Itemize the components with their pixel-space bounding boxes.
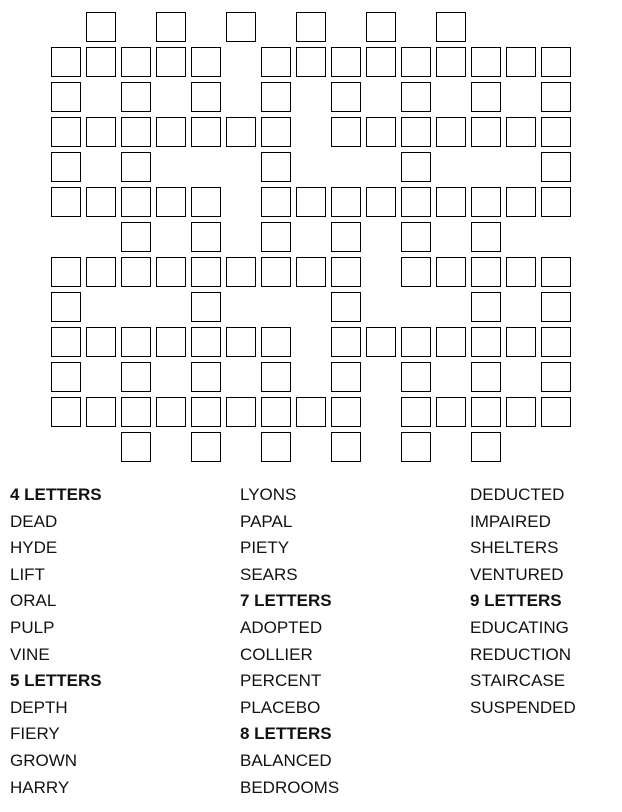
grid-cell[interactable] [191, 82, 221, 112]
grid-cell[interactable] [366, 12, 396, 42]
grid-cell[interactable] [506, 327, 536, 357]
grid-cell[interactable] [51, 117, 81, 147]
grid-cell[interactable] [541, 117, 571, 147]
word-list-item: BALANCED [240, 750, 332, 770]
grid-cell[interactable] [191, 257, 221, 287]
word-list-item: HARRY [10, 777, 70, 797]
word-list-heading: 7 LETTERS [240, 591, 332, 611]
word-list-item: GROWN [10, 750, 78, 770]
word-list-item: PIETY [240, 538, 290, 558]
grid-cell[interactable] [331, 257, 361, 287]
grid-cell[interactable] [541, 257, 571, 287]
grid-cell[interactable] [86, 397, 116, 427]
grid-cell[interactable] [471, 257, 501, 287]
grid-cell[interactable] [471, 47, 501, 77]
word-list-heading: 8 LETTERS [240, 724, 332, 744]
grid-cell[interactable] [261, 397, 291, 427]
word-list-column-3 [470, 482, 622, 721]
grid-cell[interactable] [331, 82, 361, 112]
grid-cell[interactable] [191, 327, 221, 357]
grid-cell[interactable] [401, 257, 431, 287]
grid-cell[interactable] [191, 397, 221, 427]
grid-cell[interactable] [86, 12, 116, 42]
grid-cell[interactable] [366, 327, 396, 357]
grid-cell[interactable] [191, 187, 221, 217]
grid-cell[interactable] [86, 327, 116, 357]
word-list-item: LIFT [10, 564, 45, 584]
grid-cell[interactable] [401, 47, 431, 77]
grid-cell[interactable] [51, 187, 81, 217]
grid-cell[interactable] [436, 327, 466, 357]
grid-cell[interactable] [51, 362, 81, 392]
grid-cell[interactable] [401, 327, 431, 357]
grid-cell[interactable] [471, 432, 501, 462]
grid-cell[interactable] [226, 12, 256, 42]
grid-cell[interactable] [51, 152, 81, 182]
word-list-item: DEDUCTED [470, 485, 565, 504]
grid-cell[interactable] [121, 362, 151, 392]
grid-cell[interactable] [191, 47, 221, 77]
word-list-column-2 [240, 482, 440, 801]
grid-cell[interactable] [156, 187, 186, 217]
grid-cell[interactable] [331, 292, 361, 322]
grid-cell[interactable] [471, 117, 501, 147]
word-list-item: REDUCTION [470, 644, 572, 664]
grid-cell[interactable] [51, 397, 81, 427]
grid-cell[interactable] [261, 82, 291, 112]
word-list-item: DEPTH [10, 697, 68, 717]
grid-cell[interactable] [541, 362, 571, 392]
grid-cell[interactable] [191, 222, 221, 252]
grid-cell[interactable] [541, 397, 571, 427]
grid-cell[interactable] [541, 187, 571, 217]
grid-cell[interactable] [401, 152, 431, 182]
grid-cell[interactable] [121, 187, 151, 217]
grid-cell[interactable] [226, 117, 256, 147]
grid-cell[interactable] [121, 327, 151, 357]
grid-cell[interactable] [331, 47, 361, 77]
word-list-item: PAPAL [240, 511, 293, 531]
grid-cell[interactable] [296, 47, 326, 77]
grid-cell[interactable] [436, 397, 466, 427]
grid-cell[interactable] [86, 257, 116, 287]
grid-cell[interactable] [296, 397, 326, 427]
grid-cell[interactable] [506, 257, 536, 287]
grid-cell[interactable] [156, 117, 186, 147]
grid-cell[interactable] [156, 47, 186, 77]
word-list-column-1 [10, 482, 210, 801]
grid-cell[interactable] [121, 152, 151, 182]
grid-cell[interactable] [261, 222, 291, 252]
grid-cell[interactable] [331, 187, 361, 217]
grid-cell[interactable] [296, 257, 326, 287]
grid-cell[interactable] [436, 187, 466, 217]
grid-cell[interactable] [401, 117, 431, 147]
grid-cell[interactable] [86, 187, 116, 217]
word-list-item: VINE [10, 644, 50, 664]
grid-cell[interactable] [121, 117, 151, 147]
grid-cell[interactable] [401, 187, 431, 217]
word-list-item: PLACEBO [240, 697, 321, 717]
grid-cell[interactable] [331, 397, 361, 427]
grid-cell[interactable] [261, 362, 291, 392]
word-list-item: SUSPENDED [470, 697, 576, 717]
word-list-item: SHELTERS [470, 538, 559, 558]
grid-cell[interactable] [471, 82, 501, 112]
grid-cell[interactable] [261, 117, 291, 147]
word-list-item: HYDE [10, 538, 58, 558]
grid-cell[interactable] [226, 327, 256, 357]
grid-cell[interactable] [156, 257, 186, 287]
grid-cell[interactable] [506, 47, 536, 77]
word-list-item: COLLIER [240, 644, 313, 664]
grid-cell[interactable] [401, 82, 431, 112]
grid-cell[interactable] [541, 47, 571, 77]
word-list-heading: 9 LETTERS [470, 591, 562, 611]
grid-cell[interactable] [226, 397, 256, 427]
grid-cell[interactable] [296, 187, 326, 217]
grid-cell[interactable] [436, 257, 466, 287]
grid-cell[interactable] [261, 152, 291, 182]
word-list-item: EDUCATING [470, 617, 569, 637]
grid-cell[interactable] [121, 222, 151, 252]
grid-cell[interactable] [506, 117, 536, 147]
grid-cell[interactable] [86, 47, 116, 77]
grid-cell[interactable] [436, 117, 466, 147]
grid-cell[interactable] [261, 327, 291, 357]
grid-cell[interactable] [191, 117, 221, 147]
grid-cell[interactable] [506, 397, 536, 427]
grid-cell[interactable] [471, 397, 501, 427]
grid-cell[interactable] [471, 187, 501, 217]
grid-cell[interactable] [121, 82, 151, 112]
word-list-heading: 5 LETTERS [10, 671, 102, 691]
grid-cell[interactable] [401, 362, 431, 392]
word-list-item: SEARS [240, 564, 298, 584]
word-list-item: DEAD [10, 511, 58, 531]
word-list-item: VENTURED [470, 564, 564, 584]
grid-cell[interactable] [156, 397, 186, 427]
grid-cell[interactable] [51, 82, 81, 112]
grid-cell[interactable] [121, 397, 151, 427]
grid-cell[interactable] [366, 117, 396, 147]
grid-cell[interactable] [86, 117, 116, 147]
grid-cell[interactable] [401, 222, 431, 252]
grid-cell[interactable] [261, 47, 291, 77]
grid-cell[interactable] [296, 12, 326, 42]
grid-cell[interactable] [191, 362, 221, 392]
grid-cell[interactable] [331, 327, 361, 357]
grid-cell[interactable] [471, 222, 501, 252]
grid-cell[interactable] [471, 362, 501, 392]
grid-cell[interactable] [436, 12, 466, 42]
grid-cell[interactable] [331, 117, 361, 147]
word-list-item: IMPAIRED [470, 511, 551, 531]
word-list-heading: 4 LETTERS [10, 485, 102, 504]
grid-cell[interactable] [191, 292, 221, 322]
grid-cell[interactable] [191, 432, 221, 462]
grid-cell[interactable] [541, 292, 571, 322]
grid-cell[interactable] [471, 327, 501, 357]
grid-cell[interactable] [331, 432, 361, 462]
grid-cell[interactable] [366, 47, 396, 77]
grid-cell[interactable] [51, 47, 81, 77]
grid-cell[interactable] [541, 152, 571, 182]
grid-cell[interactable] [541, 82, 571, 112]
word-list-item: PULP [10, 617, 55, 637]
grid-cell[interactable] [331, 222, 361, 252]
grid-cell[interactable] [121, 257, 151, 287]
grid-cell[interactable] [261, 257, 291, 287]
word-list-item: FIERY [10, 724, 60, 744]
grid-cell[interactable] [331, 362, 361, 392]
grid-cell[interactable] [226, 257, 256, 287]
grid-cell[interactable] [51, 257, 81, 287]
word-list-item: STAIRCASE [470, 671, 566, 691]
grid-cell[interactable] [121, 432, 151, 462]
grid-cell[interactable] [541, 327, 571, 357]
grid-cell[interactable] [261, 432, 291, 462]
word-list-item: ADOPTED [240, 617, 323, 637]
word-list-item: ORAL [10, 591, 57, 611]
word-list-item: BEDROOMS [240, 777, 340, 797]
grid-cell[interactable] [471, 292, 501, 322]
grid-cell[interactable] [401, 432, 431, 462]
grid-cell[interactable] [436, 47, 466, 77]
grid-cell[interactable] [401, 397, 431, 427]
grid-cell[interactable] [261, 187, 291, 217]
grid-cell[interactable] [121, 47, 151, 77]
grid-cell[interactable] [156, 327, 186, 357]
grid-cell[interactable] [506, 187, 536, 217]
word-list-item: PERCENT [240, 671, 322, 691]
grid-cell[interactable] [51, 327, 81, 357]
word-list-item: LYONS [240, 485, 297, 504]
grid-cell[interactable] [156, 12, 186, 42]
grid-cell[interactable] [366, 187, 396, 217]
grid-cell[interactable] [51, 292, 81, 322]
